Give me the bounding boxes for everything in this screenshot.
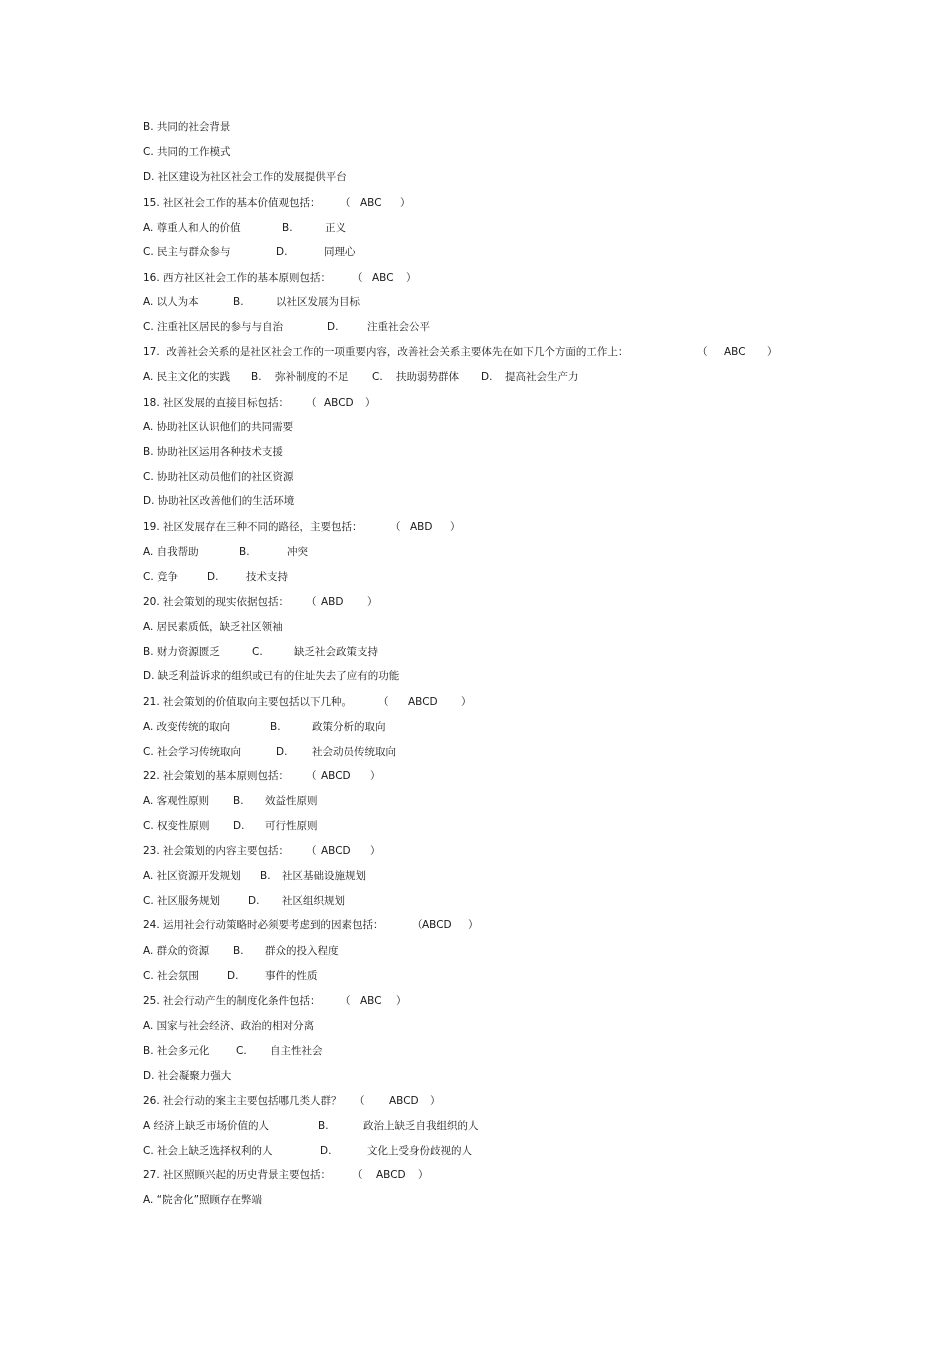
question-text: 20. 社会策划的现实依据包括：: [143, 596, 290, 608]
option-text: 同理心: [324, 246, 356, 258]
option-text: A. 社区资源开发规划: [143, 870, 241, 882]
option-letter: B.: [233, 945, 244, 957]
paren-open: （: [378, 696, 389, 708]
option-text: A. 国家与社会经济、政治的相对分离: [143, 1020, 315, 1032]
option-text: D. 协助社区改善他们的生活环境: [143, 495, 295, 507]
option-line: [143, 669, 400, 683]
option-text: A. 客观性原则: [143, 795, 210, 807]
question-text: 26. 社会行动的案主主要包括哪几类人群？: [143, 1095, 342, 1107]
paren-close: ）: [418, 1169, 429, 1181]
question-line: [143, 196, 411, 210]
option-text: 可行性原则: [265, 820, 318, 832]
option-text: 群众的投入程度: [265, 945, 339, 957]
option-line: [143, 370, 579, 384]
option-text: 技术支持: [246, 571, 288, 583]
option-text: A. 群众的资源: [143, 945, 210, 957]
option-line: [143, 1069, 232, 1083]
option-text: 政策分析的取向: [312, 721, 386, 733]
paren-close: ）: [430, 1095, 441, 1107]
option-letter: B.: [251, 371, 262, 383]
question-line: [143, 595, 378, 609]
option-line: [143, 470, 294, 484]
option-text: 正义: [325, 222, 346, 234]
option-line: [143, 570, 288, 584]
question-text: 18. 社区发展的直接目标包括：: [143, 397, 290, 409]
option-letter: B.: [239, 546, 250, 558]
option-text: A. 尊重人和人的价值: [143, 222, 241, 234]
option-text: B. 社会多元化: [143, 1045, 210, 1057]
option-line: [143, 1193, 263, 1207]
option-letter: C.: [236, 1045, 247, 1057]
paren-close: ）: [406, 272, 417, 284]
question-line: [143, 769, 381, 783]
option-line: [143, 944, 339, 958]
option-line: [143, 494, 295, 508]
paren-open: （: [306, 596, 317, 608]
answer-text: ABCD: [376, 1169, 406, 1181]
option-line: [143, 720, 386, 734]
option-line: [143, 819, 318, 833]
answer-text: ABC: [360, 995, 382, 1007]
option-letter: D.: [248, 895, 260, 907]
option-text: 提高社会生产力: [505, 371, 579, 383]
option-line: [143, 645, 378, 659]
option-line: [143, 869, 366, 883]
option-text: 冲突: [287, 546, 308, 558]
option-letter: B.: [260, 870, 271, 882]
option-letter: B.: [282, 222, 293, 234]
option-text: D. 社区建设为社区社会工作的发展提供平台: [143, 171, 347, 183]
paren-open: （: [697, 346, 708, 358]
option-text: A 经济上缺乏市场价值的人: [143, 1120, 270, 1132]
question-line: [143, 844, 381, 858]
option-text: 注重社会公平: [367, 321, 430, 333]
option-letter: B.: [270, 721, 281, 733]
option-line: [143, 745, 396, 759]
option-text: A. “院舍化”照顾存在弊端: [143, 1194, 263, 1206]
option-line: [143, 320, 430, 334]
paren-open: （: [306, 845, 317, 857]
question-line: [143, 271, 417, 285]
option-text: 自主性社会: [270, 1045, 323, 1057]
answer-text: ABCD: [422, 919, 452, 931]
question-line: [143, 520, 461, 534]
option-line: [143, 145, 231, 159]
paren-open: （: [354, 1095, 365, 1107]
paren-close: ）: [461, 696, 472, 708]
paren-open: （: [352, 1169, 363, 1181]
paren-open: （: [352, 272, 363, 284]
paren-close: ）: [468, 919, 479, 931]
paren-open: （: [340, 995, 351, 1007]
option-text: 政治上缺乏自我组织的人: [363, 1120, 479, 1132]
paren-open: （: [306, 397, 317, 409]
paren-close: ）: [370, 770, 381, 782]
question-text: 24. 运用社会行动策略时必须要考虑到的因素包括：: [143, 919, 384, 931]
option-line: [143, 894, 345, 908]
option-line: [143, 1119, 479, 1133]
answer-text: ABD: [321, 596, 344, 608]
option-text: C. 协助社区动员他们的社区资源: [143, 471, 294, 483]
option-text: C. 权变性原则: [143, 820, 210, 832]
option-text: A. 协助社区认识他们的共同需要: [143, 421, 294, 433]
option-letter: B.: [233, 296, 244, 308]
option-text: A. 自我帮助: [143, 546, 199, 558]
paren-open: （: [306, 770, 317, 782]
option-letter: D.: [207, 571, 219, 583]
paren-close: ）: [400, 197, 411, 209]
option-text: 事件的性质: [265, 970, 318, 982]
option-letter: B.: [233, 795, 244, 807]
answer-text: ABCD: [408, 696, 438, 708]
option-text: 弥补制度的不足: [275, 371, 349, 383]
option-text: C. 竞争: [143, 571, 179, 583]
option-letter: D.: [320, 1145, 332, 1157]
paren-open: （: [340, 197, 351, 209]
question-text: 15. 社区社会工作的基本价值观包括：: [143, 197, 321, 209]
question-line: [143, 345, 778, 359]
option-line: [143, 295, 360, 309]
question-text: 27. 社区照顾兴起的历史背景主要包括：: [143, 1169, 332, 1181]
question-text: 16. 西方社区社会工作的基本原则包括：: [143, 272, 332, 284]
option-text: C. 社区服务规划: [143, 895, 221, 907]
answer-text: ABC: [724, 346, 746, 358]
answer-text: ABC: [360, 197, 382, 209]
option-letter: D.: [276, 746, 288, 758]
question-line: [143, 994, 407, 1008]
option-line: [143, 794, 318, 808]
paren-close: ）: [450, 521, 461, 533]
paren-close: ）: [767, 346, 778, 358]
option-line: [143, 1019, 315, 1033]
option-text: C. 社会氛围: [143, 970, 200, 982]
option-line: [143, 620, 283, 634]
answer-text: ABCD: [324, 397, 354, 409]
option-line: [143, 969, 318, 983]
paren-open: （: [412, 919, 423, 931]
question-text: 19. 社区发展存在三种不同的路径，主要包括：: [143, 521, 363, 533]
paren-close: ）: [365, 397, 376, 409]
question-text: 17. 改善社会关系的是社区社会工作的一项重要内容，改善社会关系主要体先在如下几个方面的工作上：: [143, 346, 629, 358]
option-text: C. 社会上缺乏选择权利的人: [143, 1145, 273, 1157]
option-letter: D.: [233, 820, 245, 832]
option-line: [143, 420, 294, 434]
option-text: 社区组织规划: [282, 895, 345, 907]
option-line: [143, 221, 346, 235]
paren-close: ）: [367, 596, 378, 608]
option-line: [143, 170, 347, 184]
option-letter: D.: [327, 321, 339, 333]
option-text: B. 财力资源匮乏: [143, 646, 220, 658]
option-text: 文化上受身份歧视的人: [367, 1145, 472, 1157]
answer-text: ABCD: [389, 1095, 419, 1107]
question-line: [143, 918, 479, 932]
option-line: [143, 120, 231, 134]
option-letter: D.: [276, 246, 288, 258]
option-letter: C.: [252, 646, 263, 658]
question-line: [143, 1094, 441, 1108]
option-text: A. 改变传统的取向: [143, 721, 231, 733]
answer-text: ABCD: [321, 845, 351, 857]
option-text: C. 民主与群众参与: [143, 246, 231, 258]
option-line: [143, 1144, 472, 1158]
paren-close: ）: [396, 995, 407, 1007]
option-text: C. 社会学习传统取向: [143, 746, 242, 758]
option-letter: D.: [227, 970, 239, 982]
option-line: [143, 1044, 323, 1058]
answer-text: ABD: [410, 521, 433, 533]
option-letter: C.: [372, 371, 383, 383]
paren-close: ）: [370, 845, 381, 857]
answer-text: ABCD: [321, 770, 351, 782]
option-text: A. 居民素质低，缺乏社区领袖: [143, 621, 283, 633]
option-text: 扶助弱势群体: [396, 371, 459, 383]
option-text: A. 以人为本: [143, 296, 199, 308]
option-line: [143, 545, 308, 559]
option-text: 以社区发展为目标: [276, 296, 360, 308]
option-letter: D.: [481, 371, 493, 383]
question-line: [143, 1168, 429, 1182]
option-text: 社区基础设施规划: [282, 870, 366, 882]
option-text: 效益性原则: [265, 795, 318, 807]
option-text: C. 共同的工作模式: [143, 146, 231, 158]
question-text: 23. 社会策划的内容主要包括：: [143, 845, 290, 857]
question-line: [143, 695, 472, 709]
option-text: C. 注重社区居民的参与与自治: [143, 321, 284, 333]
option-text: 社会动员传统取向: [312, 746, 396, 758]
question-text: 25. 社会行动产生的制度化条件包括：: [143, 995, 321, 1007]
question-text: 22. 社会策划的基本原则包括：: [143, 770, 290, 782]
option-letter: B.: [318, 1120, 329, 1132]
paren-open: （: [390, 521, 401, 533]
option-line: [143, 445, 283, 459]
option-line: [143, 245, 356, 259]
option-text: D. 缺乏利益诉求的组织或已有的住址失去了应有的功能: [143, 670, 400, 682]
option-text: A. 民主文化的实践: [143, 371, 231, 383]
option-text: B. 协助社区运用各种技术支援: [143, 446, 283, 458]
question-line: [143, 396, 376, 410]
option-text: B. 共同的社会背景: [143, 121, 231, 133]
option-text: 缺乏社会政策支持: [294, 646, 378, 658]
question-text: 21. 社会策划的价值取向主要包括以下几种。: [143, 696, 353, 708]
answer-text: ABC: [372, 272, 394, 284]
option-text: D. 社会凝聚力强大: [143, 1070, 232, 1082]
